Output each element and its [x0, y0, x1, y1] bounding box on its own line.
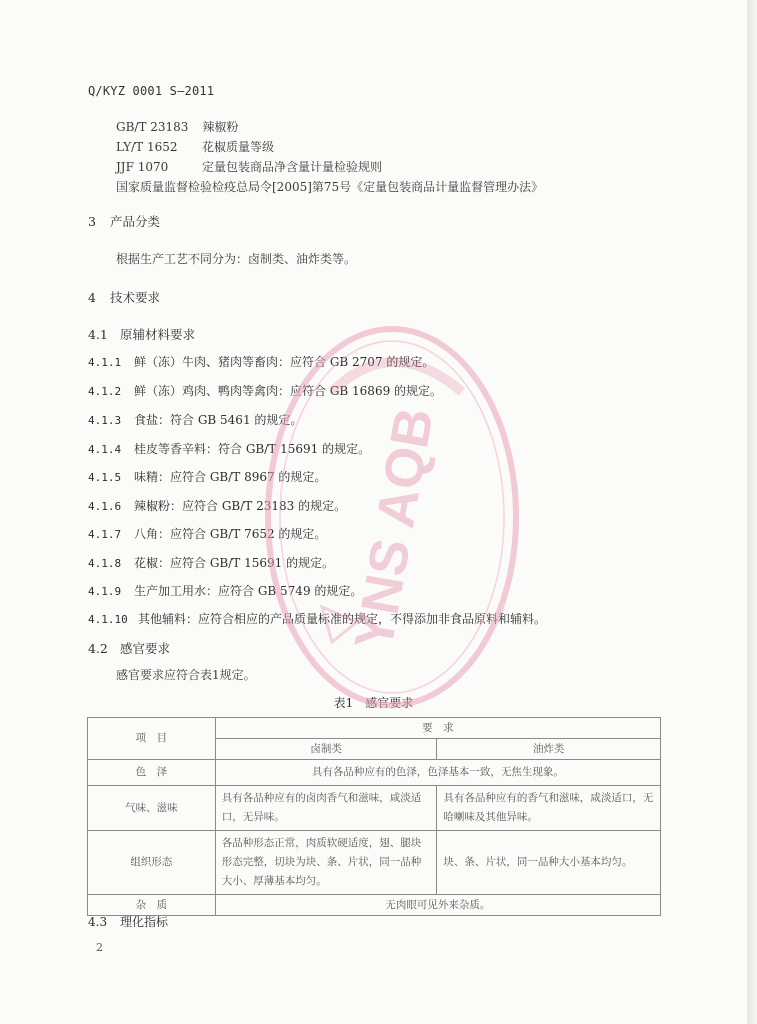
- section-3-heading: 3 产品分类: [88, 214, 161, 229]
- section-4-3-heading: 4.3 理化指标: [88, 915, 169, 929]
- header-item: 项 目: [88, 718, 216, 760]
- reference-code: LY/T 1652: [116, 140, 178, 154]
- table-header-row: [88, 718, 661, 739]
- section-3-text: 根据生产工艺不同分为：卤制类、油炸类等。: [116, 252, 357, 266]
- clause: 4.1.10 其他辅料：应符合相应的产品质量标准的规定，不得添加非食品原料和辅料。: [88, 612, 547, 626]
- clause: 4.1.6 辣椒粉：应符合 GB/T 23183 的规定。: [88, 499, 347, 513]
- seal-text: YNS AQB: [343, 403, 446, 655]
- standard-code: Q/KYZ 0001 S—2011: [88, 84, 215, 98]
- row-value-a: 各品种形态正常，肉质软硬适度，翅、腿块形态完整，切块为块、条、片状，同一品种大小、厚薄基本均匀。: [215, 831, 437, 895]
- reference-line: [116, 138, 274, 155]
- reference-title: 国家质量监督检验检疫总局令[2005]第75号《定量包装商品计量监督管理办法》: [116, 180, 544, 194]
- section-4-2-heading: 4.2 感官要求: [88, 641, 171, 656]
- row-value-b: 具有各品种应有的香气和滋味，咸淡适口，无哈喇味及其他异味。: [437, 786, 661, 831]
- reference-line: [116, 178, 543, 195]
- row-value-a: 具有各品种应有的卤肉香气和滋味，咸淡适口，无异味。: [215, 786, 437, 831]
- header-col-a: 卤制类: [215, 739, 437, 760]
- row-item: 组织形态: [88, 831, 216, 895]
- row-item: 气味、滋味: [88, 786, 216, 831]
- clause: 4.1.8 花椒：应符合 GB/T 15691 的规定。: [88, 556, 335, 570]
- row-merged-value: 无肉眼可见外来杂质。: [215, 895, 660, 916]
- official-seal-stamp: [262, 322, 522, 712]
- reference-title: 定量包装商品净含量计量检验规则: [202, 160, 383, 174]
- section-4-1-heading: 4.1 原辅材料要求: [88, 327, 196, 342]
- row-value-b: 块、条、片状，同一品种大小基本均匀。: [437, 831, 661, 895]
- reference-code: GB/T 23183: [116, 120, 189, 134]
- clause: 4.1.7 八角：应符合 GB/T 7652 的规定。: [88, 527, 327, 541]
- header-requirement: 要 求: [215, 718, 660, 739]
- section-4-2-text: 感官要求应符合表1规定。: [116, 668, 256, 682]
- page-number: 2: [96, 941, 103, 954]
- page-edge-shadow: [747, 0, 757, 1024]
- clause: 4.1.1 鲜（冻）牛肉、猪肉等畜肉：应符合 GB 2707 的规定。: [88, 355, 435, 369]
- clause: 4.1.4 桂皮等香辛料：符合 GB/T 15691 的规定。: [88, 442, 371, 456]
- sensory-requirements-table: [87, 717, 661, 916]
- section-4-heading: 4 技术要求: [88, 290, 161, 305]
- row-item: 色 泽: [88, 760, 216, 786]
- reference-code: JJF 1070: [116, 160, 169, 174]
- reference-line: [116, 158, 382, 175]
- table-row: [88, 760, 661, 786]
- table-row: [88, 895, 661, 916]
- row-merged-value: 具有各品种应有的色泽，色泽基本一致，无焦生现象。: [215, 760, 660, 786]
- header-col-b: 油炸类: [437, 739, 661, 760]
- row-item: 杂 质: [88, 895, 216, 916]
- clause: 4.1.5 味精：应符合 GB/T 8967 的规定。: [88, 470, 327, 484]
- clause: 4.1.9 生产加工用水：应符合 GB 5749 的规定。: [88, 584, 363, 598]
- table-caption: 表1 感官要求: [333, 696, 414, 710]
- table-row: [88, 831, 661, 895]
- reference-title: 辣椒粉: [202, 120, 239, 134]
- clause: 4.1.2 鲜（冻）鸡肉、鸭肉等禽肉：应符合 GB 16869 的规定。: [88, 384, 443, 398]
- reference-line: [116, 118, 238, 135]
- table-row: [88, 786, 661, 831]
- clause: 4.1.3 食盐：符合 GB 5461 的规定。: [88, 413, 303, 427]
- reference-title: 花椒质量等级: [202, 140, 275, 154]
